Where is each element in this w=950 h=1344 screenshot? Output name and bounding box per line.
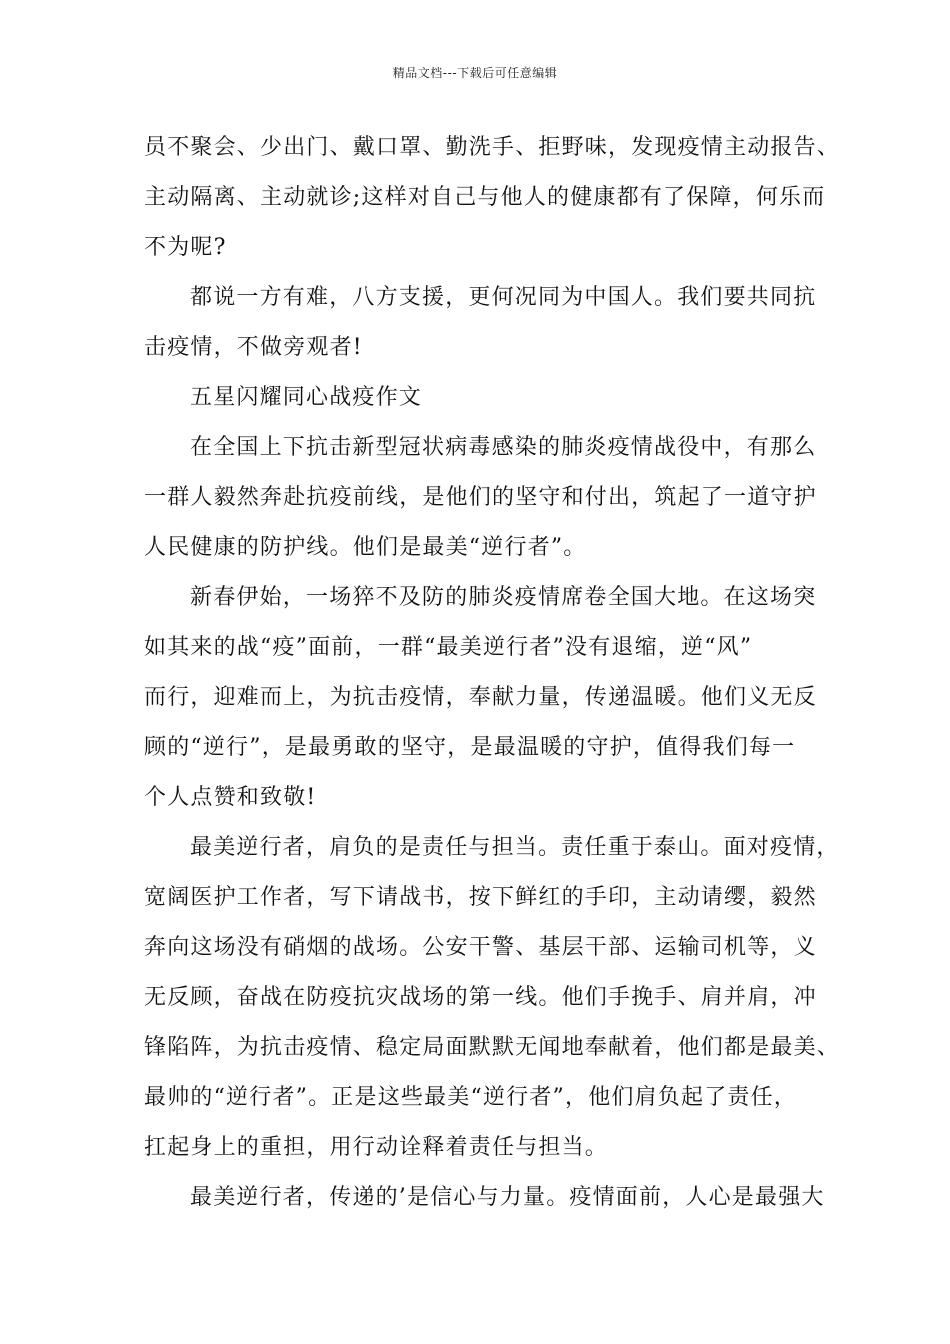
text-line-5: 击疫情，不做旁观者! — [144, 335, 363, 360]
section-title: 五星闪耀同心战疫作文 — [190, 385, 423, 410]
text-line-15: 最美逆行者，肩负的是责任与担当。责任重于泰山。面对疫情， — [190, 835, 840, 860]
text-line-22: 最美逆行者，传递的’是信心与力量。疫情面前，人心是最强大 — [190, 1185, 825, 1210]
text-line-3: 不为呢? — [144, 235, 227, 260]
text-line-21: 扛起身上的重担，用行动诠释着责任与担当。 — [144, 1135, 609, 1160]
text-line-16: 宽阔医护工作者，写下请战书，按下鲜红的手印，主动请缨，毅然 — [144, 885, 817, 910]
document-body — [144, 130, 841, 1230]
text-line-18: 无反顾，奋战在防疫抗灾战场的第一线。他们手挽手、肩并肩，冲 — [144, 985, 817, 1010]
text-line-13: 顾的“逆行”，是最勇敢的坚守，是最温暖的守护，值得我们每一 — [144, 735, 796, 760]
page-header: 精品文档---下载后可任意编辑 — [392, 66, 558, 80]
text-line-7: 在全国上下抗击新型冠状病毒感染的肺炎疫情战役中，有那么 — [190, 435, 817, 460]
text-line-11: 如其来的战“疫”面前，一群“最美逆行者”没有退缩，逆“风” — [144, 635, 753, 660]
text-line-9: 人民健康的防护线。他们是最美“逆行者”。 — [144, 535, 587, 560]
text-line-8: 一群人毅然奔赴抗疫前线，是他们的坚守和付出，筑起了一道守护 — [144, 485, 817, 510]
text-line-17: 奔向这场没有硝烟的战场。公安干警、基层干部、运输司机等，义 — [144, 935, 817, 960]
text-line-2: 主动隔离、主动就诊;这样对自己与他人的健康都有了保障，何乐而 — [144, 185, 826, 210]
text-line-1: 员不聚会、少出门、戴口罩、勤洗手、拒野味，发现疫情主动报告、 — [144, 135, 841, 160]
text-line-4: 都说一方有难，八方支援，更何况同为中国人。我们要共同抗 — [190, 285, 817, 310]
text-line-10: 新春伊始，一场猝不及防的肺炎疫情席卷全国大地。在这场突 — [190, 585, 817, 610]
text-line-20: 最帅的“逆行者”。正是这些最美“逆行者”，他们肩负起了责任， — [144, 1085, 797, 1110]
text-line-12: 而行，迎难而上，为抗击疫情，奉献力量，传递温暖。他们义无反 — [144, 685, 817, 710]
text-line-14: 个人点赞和致敬! — [144, 785, 317, 810]
text-line-19: 锋陷阵，为抗击疫情、稳定局面默默无闻地奉献着，他们都是最美、 — [144, 1035, 841, 1060]
